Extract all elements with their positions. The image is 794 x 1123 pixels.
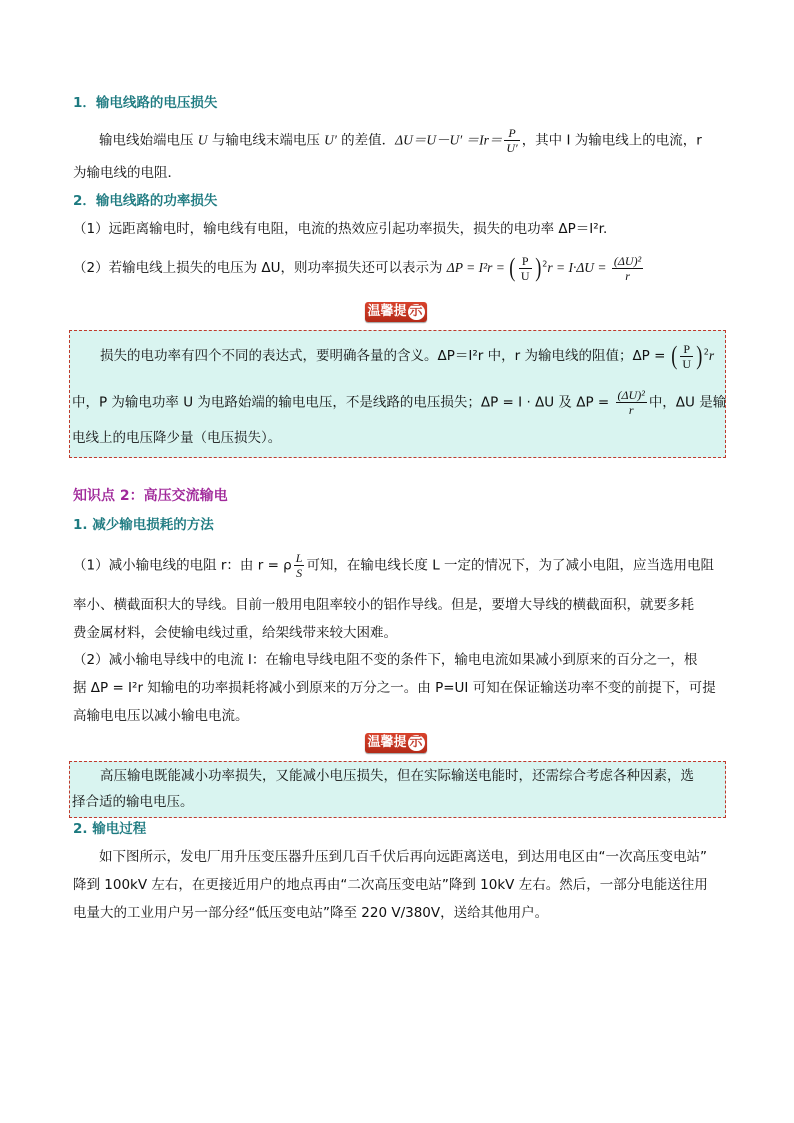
fraction-numerator: P: [680, 342, 693, 357]
paragraph-line: 降到 100kV 左右，在更接近用户的地点再由“二次高压变电站”降到 10kV 左右。然后，一部分电能送往用: [73, 877, 708, 893]
fraction-denominator: U: [682, 356, 692, 371]
text: （1）减小输电线的电阻 r：由 r = ρ: [73, 557, 292, 574]
text: （2）若输电线上损失的电压为 ΔU，则功率损失还可以表示为: [73, 260, 447, 276]
text: 的差值．: [336, 132, 396, 149]
fraction-numerator: P: [504, 126, 519, 141]
fraction-numerator: (ΔU)²: [617, 388, 645, 402]
paragraph-line: 电量大的工业用户另一部分经“低压变电站”降至 220 V/380V，送给其他用户。: [73, 905, 549, 921]
tip-line: 电线上的电压降少量（电压损失）。: [72, 430, 282, 446]
left-paren: (: [671, 341, 678, 370]
voltage-loss-formula: ΔU＝U－U′ ＝Ir＝: [395, 132, 503, 148]
fraction-L-over-S: [294, 551, 305, 580]
fraction-numerator: P: [519, 254, 532, 269]
knowledge-point-heading: 知识点 2：高压交流输电: [73, 488, 228, 504]
symbol-U: U: [197, 132, 208, 148]
fraction-P-over-U: [519, 254, 532, 283]
text: 可知，在输电线长度 L 一定的情况下，为了减小电阻，应当选用电阻: [306, 557, 715, 574]
paragraph-power-loss-formula: （2）若输电线上损失的电压为 ΔU，则功率损失还可以表示为 ΔP = I²r = ( $\frac{P}{U}$ )$^2$r = I·ΔU = $\frac{\text{(ΔU)²}}{r}$: [73, 253, 642, 283]
paragraph-line: （2）减小输电导线中的电流 I：在输电导线电阻不变的条件下，输电电流如果减小到原来的百分之一，根: [73, 652, 698, 668]
badge-text-last: 示: [409, 735, 423, 750]
formula-part: r = I·ΔU =: [547, 260, 610, 275]
formula-part: ΔP = I²r =: [446, 260, 509, 275]
symbol-r: r: [708, 348, 715, 363]
fraction-dU2-over-r: [612, 254, 643, 283]
paragraph-line: 如下图所示，发电厂用升压变压器升压到几百千伏后再向远距离送电，到达用电区由“一次高压变电站”: [99, 849, 707, 865]
tip-line: 择合适的输电电压。: [72, 794, 194, 810]
text: 中，P 为输电功率 U 为电路始端的输电电压，不是线路的电压损失；ΔP = I · ΔU 及 ΔP =: [72, 394, 614, 411]
paragraph-line: 率小、横截面积大的导线。目前一般用电阻率较小的铝作导线。但是，要增大导线的横截面积，就要多耗: [73, 597, 694, 613]
warm-tip-badge: [365, 302, 427, 322]
fraction-P-over-U: [504, 126, 519, 155]
fraction-dU2-over-r: [616, 388, 647, 417]
badge-text: 温馨提: [367, 735, 407, 750]
tip-box-high-voltage: [69, 761, 726, 818]
badge-text-last: 示: [409, 304, 423, 319]
left-paren: (: [509, 253, 516, 282]
fraction-denominator: U: [520, 268, 530, 283]
text: 与输电线末端电压: [207, 132, 325, 149]
tip-line: 高压输电既能减小功率损失，又能减小电压损失，但在实际输送电能时，还需综合考虑各种因素，选: [100, 768, 694, 784]
badge-text: 温馨提: [367, 304, 407, 319]
fraction-denominator: U′: [506, 141, 518, 155]
paragraph-line: 高输电电压以减小输电电流。: [73, 708, 249, 724]
paragraph-line: （1）远距离输电时，输电线有电阻，电流的热效应引起功率损失，损失的电功率 ΔP＝I²r.: [73, 221, 608, 237]
fraction-P-over-U: [680, 342, 693, 371]
fraction-numerator: (ΔU)²: [613, 253, 642, 268]
right-paren: ): [696, 341, 703, 370]
warm-tip-badge: [365, 733, 427, 753]
tip-box-power-loss: [69, 330, 726, 458]
text: ，其中 I 为输电线上的电流，r: [521, 132, 702, 149]
text: 中，ΔU 是输: [648, 394, 727, 411]
section-heading-transmission: 2. 输电过程: [73, 821, 147, 837]
section-heading-voltage-loss: 1．输电线路的电压损失: [73, 95, 218, 111]
symbol-U-prime: U′: [324, 132, 337, 148]
section-heading-reduce-loss: 1. 减少输电损耗的方法: [73, 517, 214, 533]
section-heading-power-loss: 2．输电线路的功率损失: [73, 193, 218, 209]
paragraph-reduce-resistance: [73, 551, 714, 580]
fraction-numerator: L: [295, 551, 303, 565]
fraction-denominator: r: [628, 403, 634, 417]
tip-line: 损失的电功率有四个不同的表达式，要明确各量的含义。ΔP＝I²r 中，r 为输电线的阻值；ΔP = ( $\frac{P}{U}$ )$^2$r: [100, 341, 715, 371]
paragraph-line: 费金属材料，会使输电线过重，给架线带来较大困难。: [73, 625, 397, 641]
paragraph-line: 为输电线的电阻．: [73, 165, 181, 181]
right-paren: ): [534, 253, 541, 282]
paragraph-voltage-loss: [99, 126, 702, 155]
paragraph-line: 据 ΔP = I²r 知输电的功率损耗将减小到原来的万分之一。由 P=UI 可知在保证输送功率不变的前提下，可提: [73, 680, 716, 696]
tip-line: [72, 388, 726, 417]
text: 输电线始端电压: [99, 132, 198, 149]
fraction-denominator: S: [296, 566, 303, 580]
fraction-denominator: r: [625, 268, 630, 283]
text: 损失的电功率有四个不同的表达式，要明确各量的含义。ΔP＝I²r 中，r 为输电线的阻值；ΔP =: [100, 348, 670, 364]
